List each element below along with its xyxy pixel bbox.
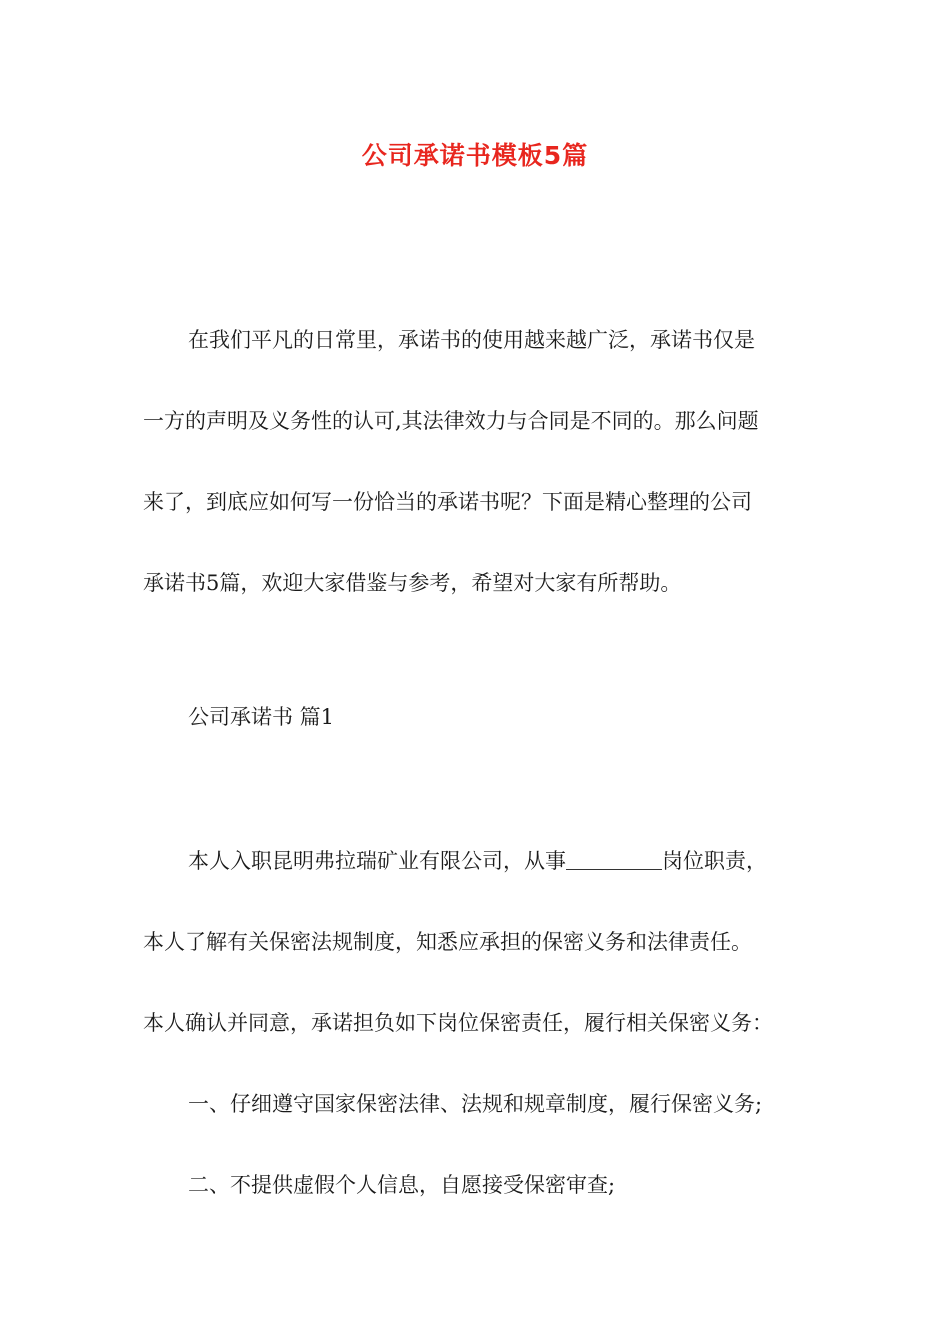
intro-line-3: 来了，到底应如何写一份恰当的承诺书呢？下面是精心整理的公司 — [143, 490, 752, 514]
position-blank-field — [566, 847, 662, 870]
line-1-text-b: 岗位职责， — [662, 849, 767, 873]
section-heading-1: 公司承诺书 篇1 — [188, 705, 335, 729]
section-1-line-2: 本人了解有关保密法规制度，知悉应承担的保密义务和法律责任。 — [143, 930, 752, 954]
section-1-line-1 — [143, 821, 808, 902]
section-1-body — [143, 821, 808, 1226]
document-title: 公司承诺书模板5篇 — [361, 141, 589, 170]
intro-line-2: 一方的声明及义务性的认可,其法律效力与合同是不同的。那么问题 — [143, 409, 759, 433]
section-1-item-2: 二、不提供虚假个人信息，自愿接受保密审查; — [188, 1173, 616, 1197]
line-1-text-a: 本人入职昆明弗拉瑞矿业有限公司，从事 — [188, 849, 566, 873]
intro-line-1: 在我们平凡的日常里，承诺书的使用越来越广泛，承诺书仅是 — [188, 328, 755, 352]
intro-paragraph — [143, 300, 808, 624]
section-1-item-1: 一、仔细遵守国家保密法律、法规和规章制度，履行保密义务; — [188, 1092, 763, 1116]
intro-line-4: 承诺书5篇，欢迎大家借鉴与参考，希望对大家有所帮助。 — [143, 571, 682, 595]
section-1-line-3: 本人确认并同意，承诺担负如下岗位保密责任，履行相关保密义务： — [143, 1011, 773, 1035]
